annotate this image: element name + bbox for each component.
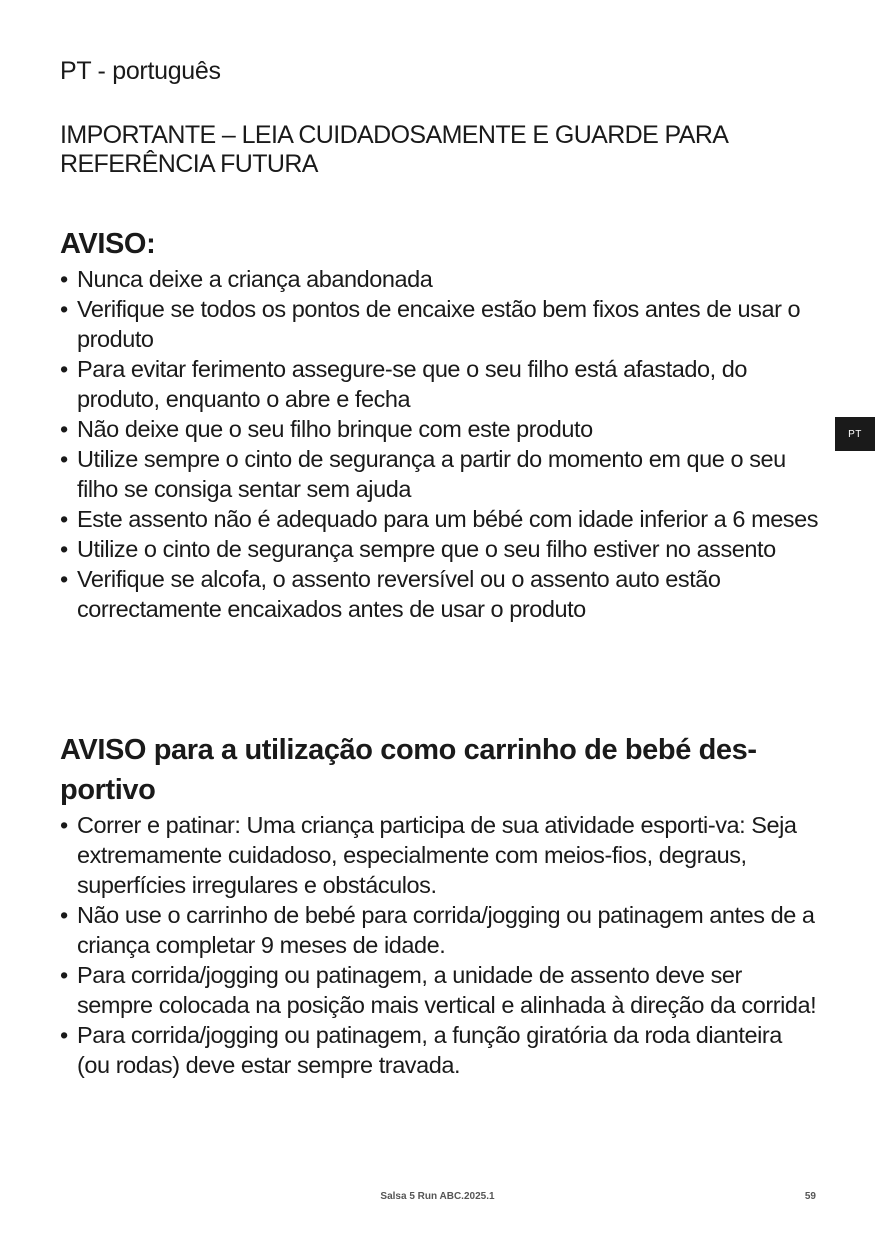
bullet-icon: • (60, 446, 68, 472)
list-item (60, 564, 820, 624)
list-item-text: Para evitar ferimento assegure-se que o seu filho está afastado, do produto, enquanto o abre e fecha (77, 356, 748, 412)
list-item (60, 264, 820, 294)
warning-section-general (60, 224, 820, 624)
list-item-text: Utilize sempre o cinto de segurança a partir do momento em que o seu filho se consiga sentar sem ajuda (77, 446, 786, 502)
bullet-icon: • (60, 566, 68, 592)
list-item-text: Correr e patinar: Uma criança participa de sua atividade esporti-va: Seja extremamente cuidadoso, especialmente com meios-fios, degraus, superfícies irregulares e obstáculos. (77, 812, 797, 898)
bullet-icon: • (60, 266, 68, 292)
list-item-text: Este assento não é adequado para um bébé com idade inferior a 6 meses (77, 506, 819, 532)
bullet-icon: • (60, 1022, 68, 1048)
list-item-text: Utilize o cinto de segurança sempre que o seu filho estiver no assento (77, 536, 776, 562)
bullet-icon: • (60, 296, 68, 322)
list-item (60, 504, 820, 534)
important-notice: IMPORTANTE – LEIA CUIDADOSAMENTE E GUARDE PARA REFERÊNCIA FUTURA (60, 121, 727, 178)
list-item (60, 900, 820, 960)
side-tab-label: PT (848, 428, 862, 440)
page-language-title: PT - português (60, 57, 221, 85)
list-item-text: Não deixe que o seu filho brinque com este produto (77, 416, 593, 442)
bullet-icon: • (60, 902, 68, 928)
section-heading: AVISO: (60, 228, 156, 260)
warning-list (60, 810, 820, 1080)
list-item (60, 1020, 820, 1080)
section-heading: AVISO para a utilização como carrinho de bebé des-portivo (60, 734, 757, 806)
list-item (60, 960, 820, 1020)
bullet-icon: • (60, 812, 68, 838)
list-item (60, 534, 820, 564)
list-item (60, 294, 820, 354)
list-item (60, 810, 820, 900)
page-number: 59 (804, 1191, 816, 1202)
list-item-text: Verifique se alcofa, o assento reversível ou o assento auto estão correctamente encaixados antes de usar o produto (77, 566, 721, 622)
list-item-text: Nunca deixe a criança abandonada (77, 266, 433, 292)
language-side-tab (835, 417, 875, 451)
list-item (60, 444, 820, 504)
list-item-text: Para corrida/jogging ou patinagem, a unidade de assento deve ser sempre colocada na posição mais vertical e alinhada à direção da corrida! (77, 962, 817, 1018)
list-item-text: Verifique se todos os pontos de encaixe estão bem fixos antes de usar o produto (77, 296, 801, 352)
list-item (60, 354, 820, 414)
footer-document-ref: Salsa 5 Run ABC.2025.1 (380, 1191, 495, 1202)
list-item-text: Não use o carrinho de bebé para corrida/jogging ou patinagem antes de a criança completar 9 meses de idade. (77, 902, 815, 958)
list-item-text: Para corrida/jogging ou patinagem, a função giratória da roda dianteira (ou rodas) deve estar sempre travada. (77, 1022, 782, 1078)
warning-section-jogging (60, 730, 820, 1080)
bullet-icon: • (60, 506, 68, 532)
bullet-icon: • (60, 356, 68, 382)
bullet-icon: • (60, 536, 68, 562)
list-item (60, 414, 820, 444)
bullet-icon: • (60, 962, 68, 988)
bullet-icon: • (60, 416, 68, 442)
warning-list (60, 264, 820, 624)
